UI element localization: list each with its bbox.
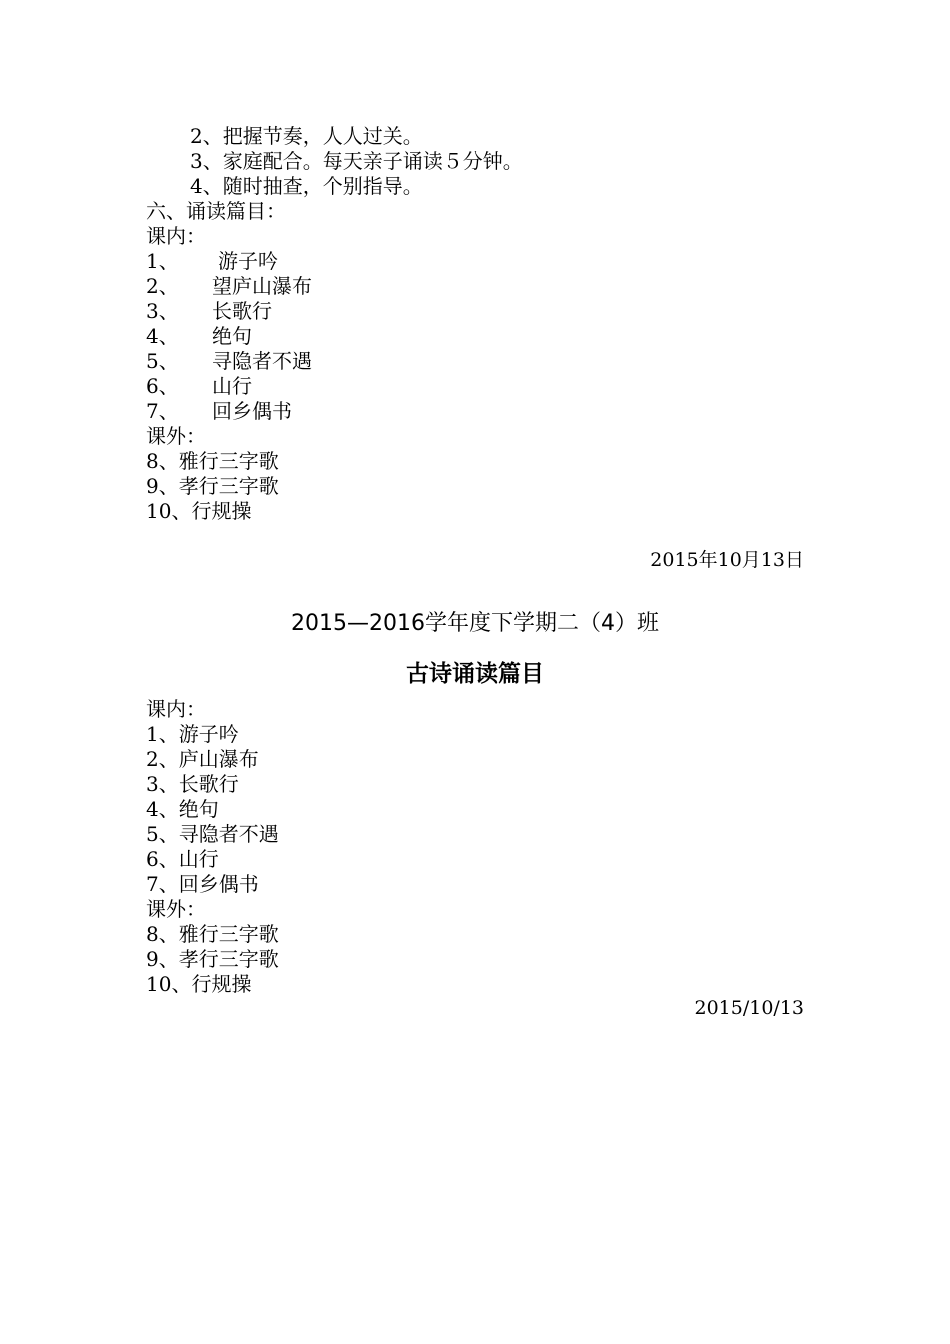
document-title: 2015—2016学年度下学期二（4）班 bbox=[291, 611, 659, 636]
poem-list-item: 7、回乡偶书 bbox=[146, 872, 259, 896]
poem-list-item: 4、绝句 bbox=[146, 797, 219, 821]
poem-list-item: 2、庐山瀑布 bbox=[146, 747, 259, 771]
extra-list-item: 9、孝行三字歌 bbox=[146, 474, 279, 498]
poem-title: 寻隐者不遇 bbox=[212, 349, 312, 373]
poem-title: 长歌行 bbox=[212, 299, 272, 323]
in-class-label: 课内： bbox=[146, 697, 206, 721]
document-subtitle: 古诗诵读篇目 bbox=[406, 661, 544, 687]
poem-list-item bbox=[146, 349, 312, 374]
poem-list-item: 6、山行 bbox=[146, 847, 219, 871]
item-number: 5、 bbox=[146, 349, 179, 373]
measure-item: 3、家庭配合。每天亲子诵读５分钟。 bbox=[190, 149, 523, 173]
extra-list-item: 10、行规操 bbox=[146, 499, 252, 523]
poem-title: 回乡偶书 bbox=[212, 399, 292, 423]
extra-list-item: 8、雅行三字歌 bbox=[146, 449, 279, 473]
poem-list-item bbox=[146, 399, 292, 424]
poem-list-item: 3、长歌行 bbox=[146, 772, 239, 796]
section-date: 2015/10/13 bbox=[694, 997, 804, 1019]
section-heading: 六、诵读篇目： bbox=[146, 199, 286, 223]
extra-list-item: 9、孝行三字歌 bbox=[146, 947, 279, 971]
item-number: 2、 bbox=[146, 274, 179, 298]
poem-list-item bbox=[146, 299, 272, 324]
extra-list-item: 8、雅行三字歌 bbox=[146, 922, 279, 946]
item-number: 1、 bbox=[146, 249, 179, 273]
item-number: 6、 bbox=[146, 374, 179, 398]
item-number: 7、 bbox=[146, 399, 179, 423]
measure-item: 2、把握节奏，人人过关。 bbox=[190, 124, 423, 148]
poem-list-item: 1、游子吟 bbox=[146, 722, 239, 746]
extra-label: 课外： bbox=[146, 897, 206, 921]
measure-item: 4、随时抽查，个别指导。 bbox=[190, 174, 423, 198]
section-date: 2015年10月13日 bbox=[650, 549, 804, 571]
extra-list-item: 10、行规操 bbox=[146, 972, 252, 996]
poem-title: 山行 bbox=[212, 374, 252, 398]
extra-label: 课外： bbox=[146, 424, 206, 448]
poem-title: 望庐山瀑布 bbox=[212, 274, 312, 298]
item-number: 3、 bbox=[146, 299, 179, 323]
poem-list-item bbox=[146, 249, 278, 274]
poem-list-item bbox=[146, 374, 252, 399]
in-class-label: 课内： bbox=[146, 224, 206, 248]
poem-title: 游子吟 bbox=[218, 249, 278, 273]
poem-title: 绝句 bbox=[212, 324, 252, 348]
item-number: 4、 bbox=[146, 324, 179, 348]
poem-list-item bbox=[146, 324, 252, 349]
poem-list-item bbox=[146, 274, 312, 299]
poem-list-item: 5、寻隐者不遇 bbox=[146, 822, 279, 846]
